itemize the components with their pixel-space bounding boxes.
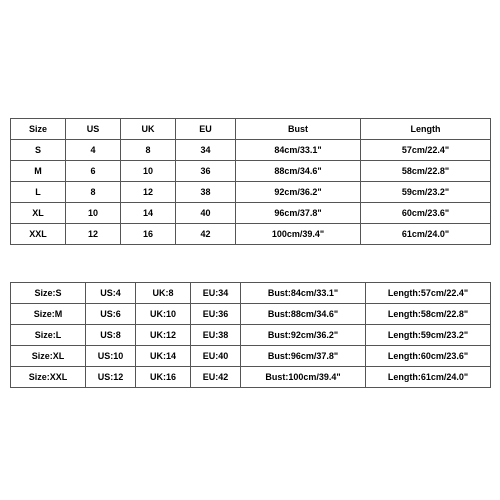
table-cell: 84cm/33.1" (236, 140, 361, 161)
table-cell: 6 (66, 161, 121, 182)
table-cell: XL (11, 203, 66, 224)
table-cell: Bust:100cm/39.4" (241, 367, 366, 388)
table-cell: S (11, 140, 66, 161)
table-cell: UK:10 (136, 304, 191, 325)
table-cell: Length:61cm/24.0" (366, 367, 491, 388)
table-cell: Size (11, 119, 66, 140)
table-cell: US:12 (86, 367, 136, 388)
table-cell: Length (361, 119, 491, 140)
table-cell: 61cm/24.0" (361, 224, 491, 245)
table-cell: 40 (176, 203, 236, 224)
table-cell: Bust:88cm/34.6" (241, 304, 366, 325)
table-cell: EU:40 (191, 346, 241, 367)
table-cell: EU:34 (191, 283, 241, 304)
table-cell: Length:60cm/23.6" (366, 346, 491, 367)
table-cell: 16 (121, 224, 176, 245)
table-cell: 10 (121, 161, 176, 182)
table-cell: EU:42 (191, 367, 241, 388)
table-cell: 12 (66, 224, 121, 245)
table-cell: 36 (176, 161, 236, 182)
table-cell: Bust:92cm/36.2" (241, 325, 366, 346)
table-row (11, 283, 491, 304)
table-cell: EU:36 (191, 304, 241, 325)
table-row (11, 325, 491, 346)
table-cell: 34 (176, 140, 236, 161)
table-cell: 4 (66, 140, 121, 161)
table-cell: 57cm/22.4" (361, 140, 491, 161)
table-cell: US (66, 119, 121, 140)
table-cell: Bust:96cm/37.8" (241, 346, 366, 367)
table-header-row (11, 119, 491, 140)
table-cell: XXL (11, 224, 66, 245)
table-cell: Size:S (11, 283, 86, 304)
table-cell: L (11, 182, 66, 203)
table-cell: UK:8 (136, 283, 191, 304)
table-cell: EU:38 (191, 325, 241, 346)
table-cell: US:4 (86, 283, 136, 304)
table-cell: 8 (121, 140, 176, 161)
table-cell: US:10 (86, 346, 136, 367)
table-cell: US:8 (86, 325, 136, 346)
table-row (11, 203, 491, 224)
table-row (11, 161, 491, 182)
size-chart-body (11, 119, 491, 245)
table-cell: EU (176, 119, 236, 140)
table-cell: 8 (66, 182, 121, 203)
table-cell: US:6 (86, 304, 136, 325)
table-cell: Size:XL (11, 346, 86, 367)
table-cell: Bust:84cm/33.1" (241, 283, 366, 304)
table-row (11, 182, 491, 203)
table-cell: 42 (176, 224, 236, 245)
table-cell: 100cm/39.4" (236, 224, 361, 245)
table-cell: Length:59cm/23.2" (366, 325, 491, 346)
table-row (11, 140, 491, 161)
table-row (11, 367, 491, 388)
table-cell: Bust (236, 119, 361, 140)
table-cell: Length:57cm/22.4" (366, 283, 491, 304)
table-cell: UK:14 (136, 346, 191, 367)
size-chart-table (10, 118, 491, 245)
table-cell: Length:58cm/22.8" (366, 304, 491, 325)
table-cell: M (11, 161, 66, 182)
table-cell: UK:12 (136, 325, 191, 346)
table-cell: Size:M (11, 304, 86, 325)
size-chart-labeled-body (11, 283, 491, 388)
table-row (11, 346, 491, 367)
table-cell: UK (121, 119, 176, 140)
table-cell: 88cm/34.6" (236, 161, 361, 182)
size-chart-labeled-table (10, 282, 491, 388)
table-cell: Size:L (11, 325, 86, 346)
table-cell: UK:16 (136, 367, 191, 388)
table-cell: 58cm/22.8" (361, 161, 491, 182)
table-cell: 10 (66, 203, 121, 224)
table-cell: 96cm/37.8" (236, 203, 361, 224)
table-row (11, 304, 491, 325)
table-cell: 12 (121, 182, 176, 203)
table-cell: 38 (176, 182, 236, 203)
table-cell: 14 (121, 203, 176, 224)
table-cell: 92cm/36.2" (236, 182, 361, 203)
table-cell: 60cm/23.6" (361, 203, 491, 224)
table-cell: 59cm/23.2" (361, 182, 491, 203)
table-cell: Size:XXL (11, 367, 86, 388)
table-row (11, 224, 491, 245)
